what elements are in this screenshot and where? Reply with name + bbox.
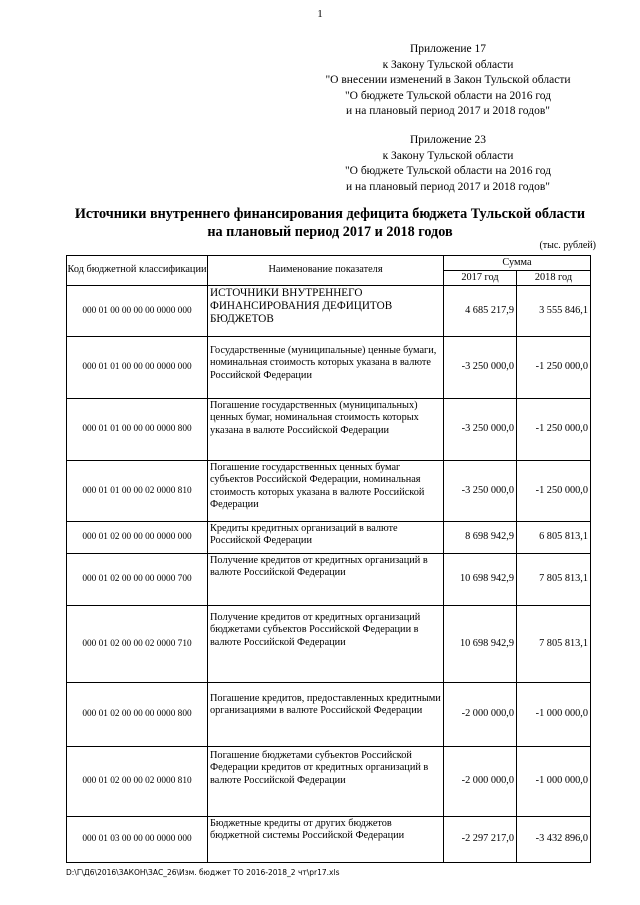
row-code: 000 01 02 00 00 00 0000 800	[67, 683, 208, 747]
header-year-2017: 2017 год	[444, 271, 517, 286]
row-value-2018: 3 555 846,1	[517, 286, 591, 337]
row-value-2017: -2 000 000,0	[444, 747, 517, 817]
annex-17-line: Приложение 17	[409, 43, 487, 55]
header-code: Код бюджетной классификации	[67, 256, 208, 286]
row-value-2017: -3 250 000,0	[444, 399, 517, 461]
annex-17-line: и на плановый период 2017 и 2018 годов"	[346, 105, 550, 117]
row-name: Погашение государственных ценных бумаг субъектов Российской Федерации, номинальная стоимость которых указана в валюте Российской Федерации	[208, 461, 444, 522]
annex-23-line: и на плановый период 2017 и 2018 годов"	[346, 180, 550, 193]
header-year-2018: 2018 год	[517, 271, 591, 286]
title-line-1: Источники внутреннего финансирования дефицита бюджета Тульской области	[74, 206, 586, 222]
row-name: Погашение бюджетами субъектов Российской Федерации кредитов от кредитных организаций в валюте Российской Федерации	[208, 747, 444, 817]
row-value-2017: -3 250 000,0	[444, 461, 517, 522]
row-name: Получение кредитов от кредитных организаций в валюте Российской Федерации	[208, 554, 444, 606]
row-value-2018: -1 000 000,0	[517, 683, 591, 747]
row-name: Погашение государственных (муниципальных) ценных бумаг, номинальная стоимость которых указана в валюте Российской Федерации	[208, 399, 444, 461]
annex-17-line: к Закону Тульской области	[382, 58, 514, 71]
financing-sources-table	[66, 255, 591, 863]
row-value-2017: -2 297 217,0	[444, 817, 517, 863]
row-code: 000 01 02 00 00 00 0000 000	[67, 522, 208, 554]
annex-23-line: к Закону Тульской области	[382, 149, 514, 162]
row-value-2018: 7 805 813,1	[517, 606, 591, 683]
table-row	[67, 817, 591, 863]
row-value-2017: 10 698 942,9	[444, 606, 517, 683]
row-value-2017: 8 698 942,9	[444, 522, 517, 554]
row-name: Получение кредитов от кредитных организаций бюджетами субъектов Российской Федерации в валюте Российской Федерации	[208, 606, 444, 683]
table-row	[67, 522, 591, 554]
row-value-2017: 4 685 217,9	[444, 286, 517, 337]
row-code: 000 01 02 00 00 02 0000 710	[67, 606, 208, 683]
annex-23-header	[300, 133, 596, 195]
table-row	[67, 461, 591, 522]
table-row	[67, 747, 591, 817]
row-name: Кредиты кредитных организаций в валюте Российской Федерации	[208, 522, 444, 554]
annex-17-header	[300, 42, 596, 120]
row-name: ИСТОЧНИКИ ВНУТРЕННЕГО ФИНАНСИРОВАНИЯ ДЕФИЦИТОВ БЮДЖЕТОВ	[208, 286, 444, 337]
table-row	[67, 554, 591, 606]
row-value-2017: 10 698 942,9	[444, 554, 517, 606]
title-line-2: на плановый период 2017 и 2018 годов	[207, 224, 453, 240]
header-name: Наименование показателя	[208, 256, 444, 286]
row-value-2017: -3 250 000,0	[444, 337, 517, 399]
row-value-2017: -2 000 000,0	[444, 683, 517, 747]
annex-17-line: "О внесении изменений в Закон Тульской области	[325, 74, 571, 86]
row-value-2018: -1 250 000,0	[517, 399, 591, 461]
table-row	[67, 399, 591, 461]
row-code: 000 01 01 00 00 00 0000 000	[67, 337, 208, 399]
row-name: Государственные (муниципальные) ценные бумаги, номинальная стоимость которых указана в валюте Российской Федерации	[208, 337, 444, 399]
page-number: 1	[317, 8, 323, 20]
document-title	[40, 205, 620, 241]
header-sum: Сумма	[444, 256, 591, 271]
row-value-2018: -3 432 896,0	[517, 817, 591, 863]
unit-label: (тыс. рублей)	[539, 240, 596, 251]
file-path-footer: D:\Г\Д6\2016\ЗАКОН\ЗАС_26\Изм. бюджет ТО 2016-2018_2 чт\pr17.xls	[66, 868, 340, 877]
annex-17-line: "О бюджете Тульской области на 2016 год	[344, 89, 552, 102]
row-value-2018: -1 250 000,0	[517, 337, 591, 399]
row-code: 000 01 01 00 00 02 0000 810	[67, 461, 208, 522]
row-value-2018: 7 805 813,1	[517, 554, 591, 606]
row-code: 000 01 00 00 00 00 0000 000	[67, 286, 208, 337]
row-code: 000 01 02 00 00 02 0000 810	[67, 747, 208, 817]
row-code: 000 01 01 00 00 00 0000 800	[67, 399, 208, 461]
row-name: Погашение кредитов, предоставленных кредитными организациями в валюте Российской Федерации	[208, 683, 444, 747]
annex-23-line: Приложение 23	[409, 134, 487, 146]
table-row	[67, 683, 591, 747]
table-row	[67, 337, 591, 399]
annex-23-line: "О бюджете Тульской области на 2016 год	[344, 165, 552, 177]
table-row	[67, 606, 591, 683]
row-code: 000 01 03 00 00 00 0000 000	[67, 817, 208, 863]
row-value-2018: 6 805 813,1	[517, 522, 591, 554]
row-code: 000 01 02 00 00 00 0000 700	[67, 554, 208, 606]
table-row	[67, 286, 591, 337]
row-value-2018: -1 000 000,0	[517, 747, 591, 817]
row-value-2018: -1 250 000,0	[517, 461, 591, 522]
row-name: Бюджетные кредиты от других бюджетов бюджетной системы Российской Федерации	[208, 817, 444, 863]
